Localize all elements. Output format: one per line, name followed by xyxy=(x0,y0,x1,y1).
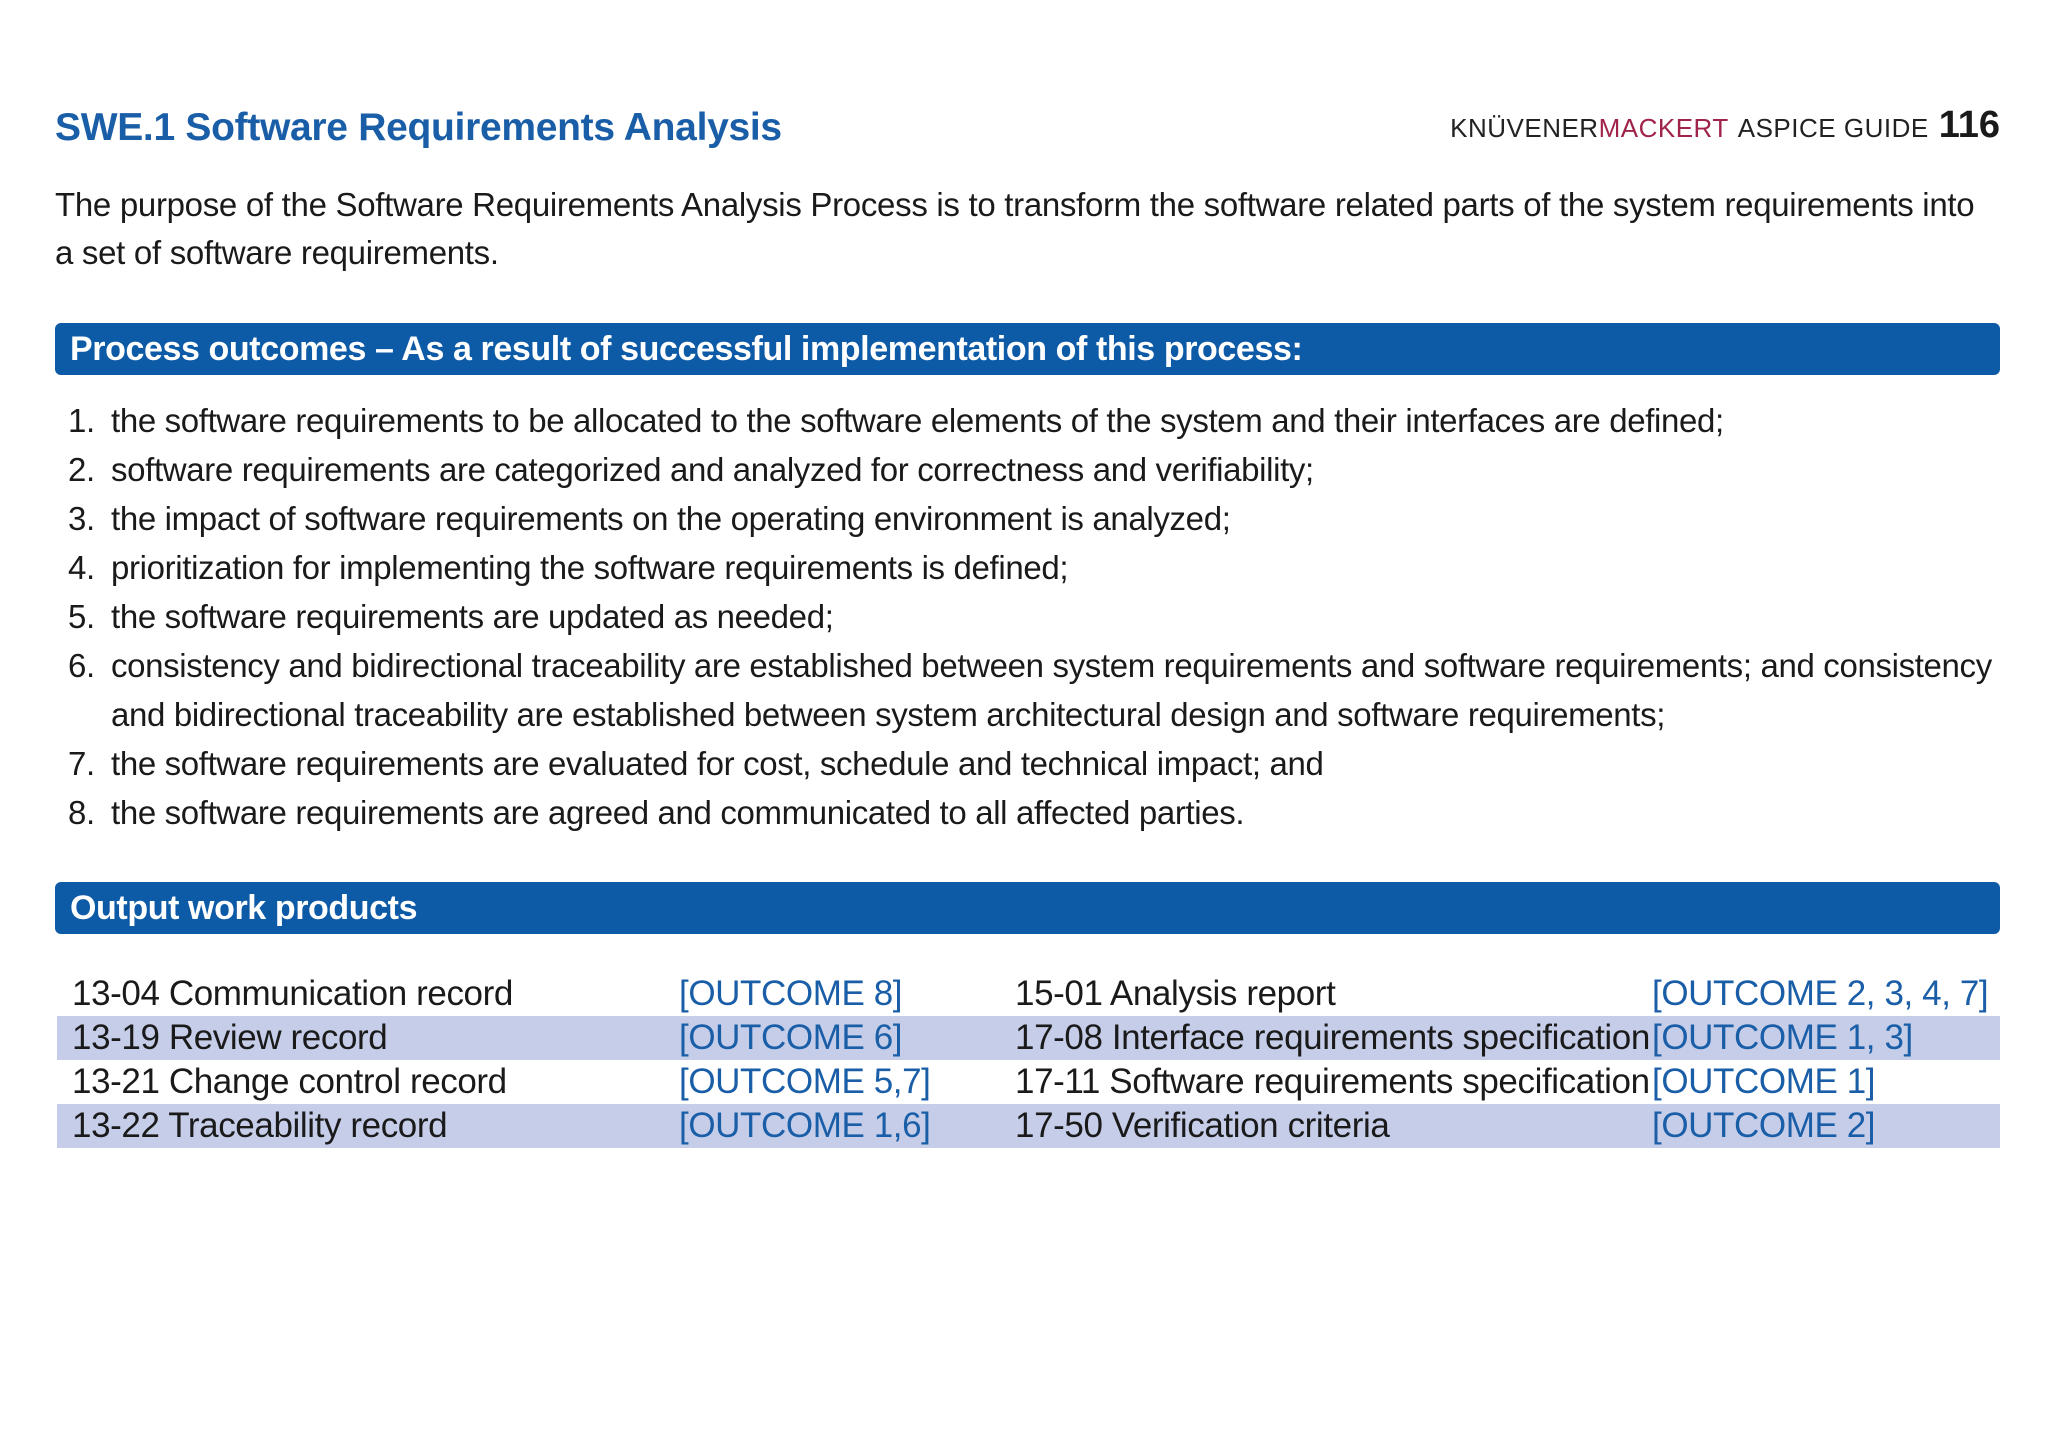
outcome-text: software requirements are categorized and analyzed for correctness and verifiability; xyxy=(111,451,1314,488)
outcome-reference: [OUTCOME 5,7] xyxy=(679,1062,931,1101)
work-product-name: 13-19 Review record xyxy=(57,1016,679,1060)
page-number: 116 xyxy=(1938,104,2000,146)
outcome-item xyxy=(55,592,2000,641)
outcome-item xyxy=(55,543,2000,592)
outcome-number: 7. xyxy=(68,745,95,782)
table-row xyxy=(57,1016,2000,1060)
outcome-number: 2. xyxy=(68,451,95,488)
purpose-statement: The purpose of the Software Requirements Analysis Process is to transform the software related parts of the system requirements into a set of software requirements. xyxy=(55,186,1975,271)
outcome-item xyxy=(55,641,2000,739)
page-title: SWE.1 Software Requirements Analysis xyxy=(55,106,782,149)
work-product-name: 15-01 Analysis report xyxy=(1015,974,1336,1013)
work-product-name: 13-22 Traceability record xyxy=(57,1104,679,1148)
outcome-reference: [OUTCOME 2] xyxy=(1652,1104,2000,1148)
work-product-name: 17-11 Software requirements specification xyxy=(1015,1062,1650,1101)
work-product-name: 13-21 Change control record xyxy=(72,1062,507,1101)
outcome-reference: [OUTCOME 1] xyxy=(1652,1062,1876,1101)
outcome-number: 8. xyxy=(68,794,95,831)
process-outcomes-heading: Process outcomes – As a result of successful implementation of this process: xyxy=(55,323,2000,375)
process-outcomes-list xyxy=(55,396,2000,837)
outcome-number: 5. xyxy=(68,598,95,635)
outcome-item xyxy=(55,396,2000,445)
work-product-name: 17-50 Verification criteria xyxy=(1015,1104,1652,1148)
outcome-number: 6. xyxy=(68,647,95,684)
outcome-item xyxy=(55,445,2000,494)
outcome-reference: [OUTCOME 8] xyxy=(679,974,903,1013)
table-row xyxy=(57,972,2000,1016)
work-products-table xyxy=(57,972,2000,1148)
document-page xyxy=(55,0,2000,1453)
table-row xyxy=(57,1060,2000,1104)
outcome-number: 3. xyxy=(68,500,95,537)
outcome-item xyxy=(55,788,2000,837)
outcome-reference: [OUTCOME 6] xyxy=(679,1016,1015,1060)
outcome-reference: [OUTCOME 1, 3] xyxy=(1652,1016,2000,1060)
table-row xyxy=(57,1104,2000,1148)
outcome-text: the software requirements are evaluated for cost, schedule and technical impact; and xyxy=(111,745,1324,782)
outcome-text: consistency and bidirectional traceability are established between system requirements and software requirements; and consistency and bidirectional traceability are established between system architectural design and software requirements; xyxy=(111,647,1992,733)
brand-logo xyxy=(1450,104,2000,147)
outcome-text: the software requirements are agreed and communicated to all affected parties. xyxy=(111,794,1245,831)
page-header xyxy=(55,100,2000,160)
brand-name-part1: KNÜVENER xyxy=(1450,113,1599,143)
outcome-text: the software requirements to be allocated to the software elements of the system and their interfaces are defined; xyxy=(111,402,1724,439)
brand-name-part2: MACKERT xyxy=(1598,113,1729,143)
outcome-number: 4. xyxy=(68,549,95,586)
output-work-products-heading: Output work products xyxy=(55,882,2000,934)
outcome-reference: [OUTCOME 2, 3, 4, 7] xyxy=(1652,974,1989,1013)
outcome-reference: [OUTCOME 1,6] xyxy=(679,1104,1015,1148)
work-product-name: 13-04 Communication record xyxy=(72,974,513,1013)
outcome-item xyxy=(55,494,2000,543)
outcome-text: the impact of software requirements on the operating environment is analyzed; xyxy=(111,500,1231,537)
work-product-name: 17-08 Interface requirements specification xyxy=(1015,1016,1652,1060)
outcome-text: the software requirements are updated as needed; xyxy=(111,598,834,635)
outcome-number: 1. xyxy=(68,402,95,439)
outcome-item xyxy=(55,739,2000,788)
brand-guide-label: ASPICE GUIDE xyxy=(1737,113,1929,143)
outcome-text: prioritization for implementing the software requirements is defined; xyxy=(111,549,1069,586)
